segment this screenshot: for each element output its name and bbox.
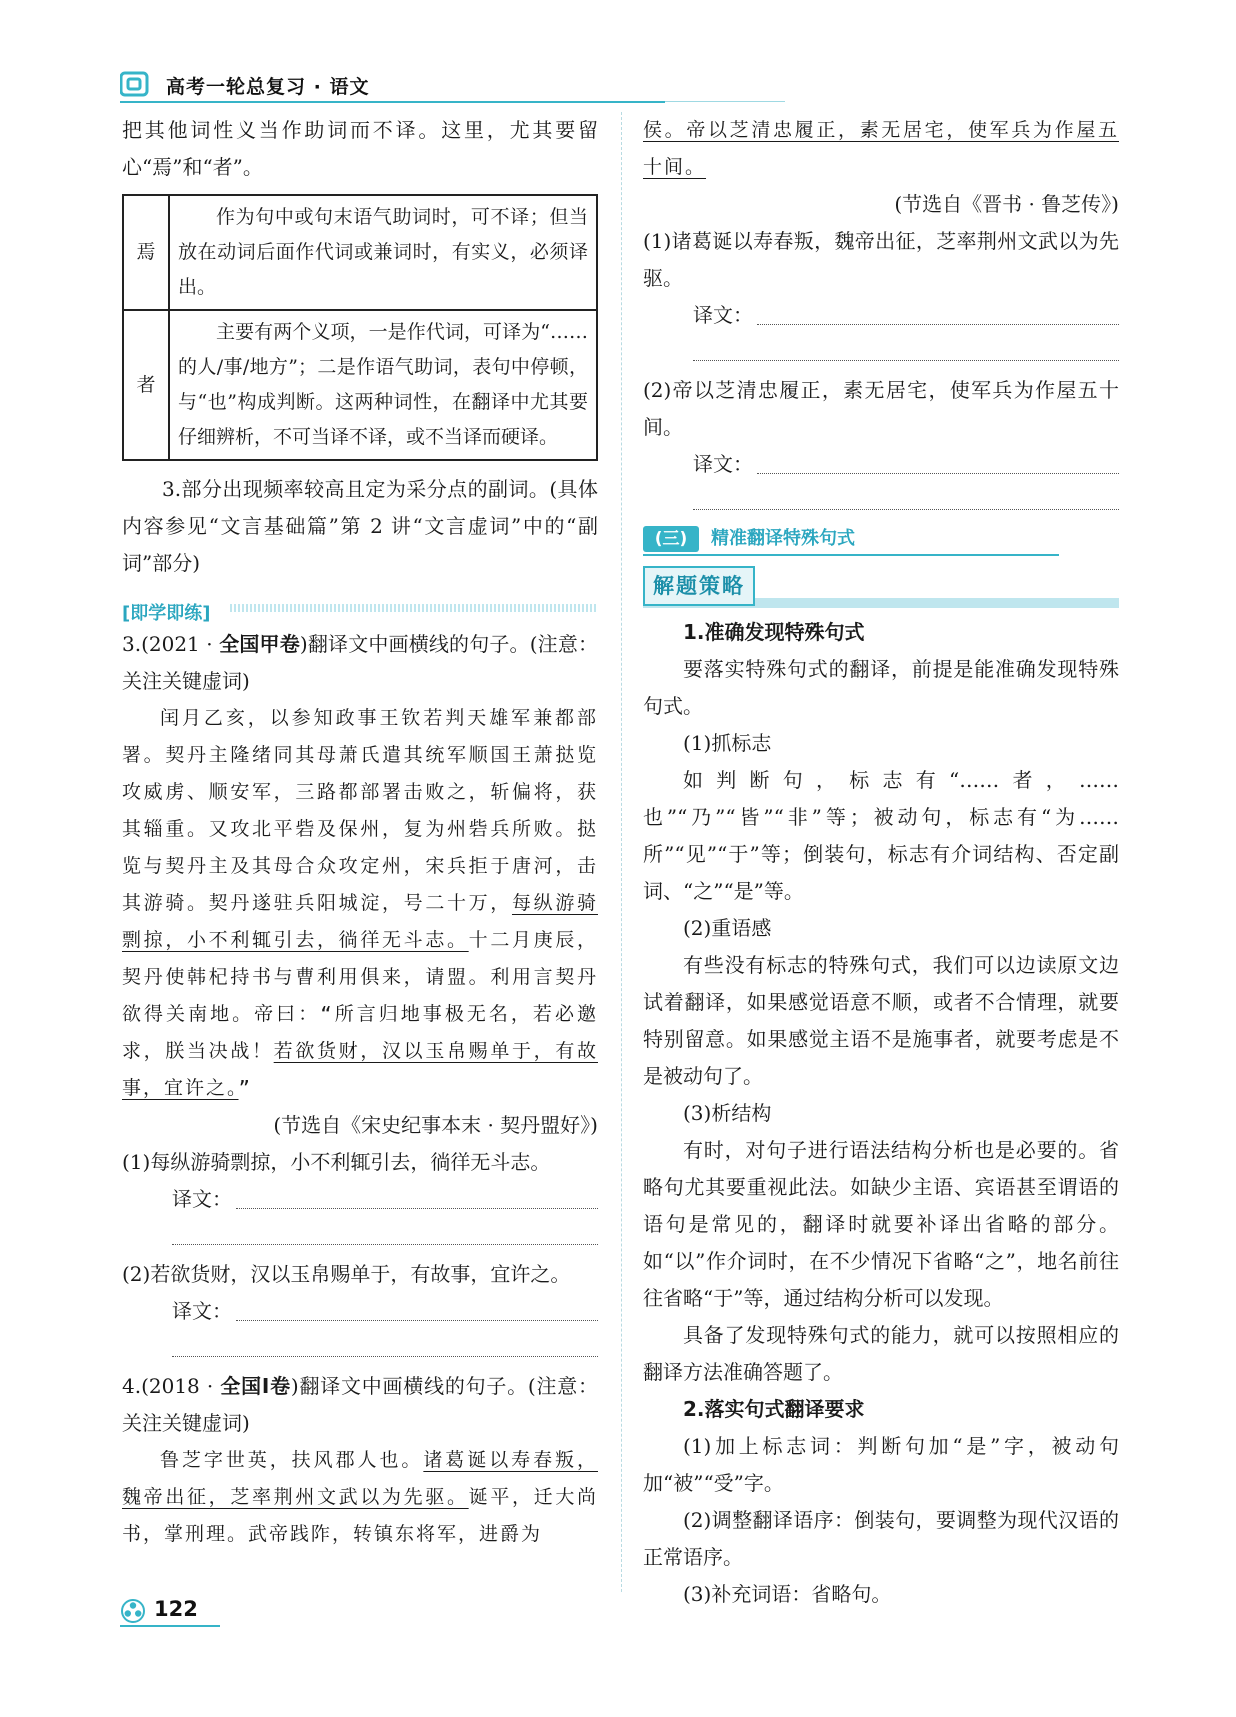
table-text: 作为句中或句末语气助词时，可不译；但当放在动词后面作代词或兼词时，有实义，必须译出。 xyxy=(169,195,597,310)
q3-answer-line-2b[interactable] xyxy=(172,1330,598,1357)
strategy-paragraph: 要落实特殊句式的翻译，前提是能准确发现特殊句式。 xyxy=(643,657,1119,718)
header-title: 高考一轮总复习 · 语文 xyxy=(166,76,370,98)
table-key: 焉 xyxy=(123,195,169,310)
q4-passage-a: 鲁芝字世英，扶风郡人也。 xyxy=(160,1449,424,1471)
q4-head-pre: 4.(2018 · xyxy=(122,1374,221,1398)
question-3-passage xyxy=(122,700,598,1107)
answer-label: 译文： xyxy=(693,452,753,476)
answer-label: 译文： xyxy=(172,1299,232,1323)
flower-icon xyxy=(120,1598,146,1624)
question-4-passage xyxy=(122,1442,598,1553)
table-row xyxy=(123,310,597,460)
q3-underlined-1: 每纵游骑剽掠，小不利辄引去，徜徉无斗志。 xyxy=(122,892,598,951)
practice-heading xyxy=(122,592,598,622)
q3-passage-b: 十二月庚辰，契丹使韩杞持书与曹利用俱来，请盟。利用言契丹欲得关南地。帝曰：“所言归地事极无名，若必邀求，朕当决战！ xyxy=(122,929,598,1062)
answer-dots xyxy=(236,1319,598,1321)
q3-underlined-2: 若欲货财，汉以玉帛赐单于，有故事，宜许之。 xyxy=(122,1040,598,1099)
q4-underlined-2: 侯。帝以芝清忠履正，素无居宅，使军兵为作屋五十间。 xyxy=(643,119,1119,178)
intro-text: 把其他词性义当作助词而不译。这里，尤其要留心“焉”和“者”。 xyxy=(122,118,598,179)
section-number: (三) xyxy=(643,526,699,552)
section-title: 精准翻译特殊句式 xyxy=(711,528,855,549)
answer-dots xyxy=(757,323,1119,325)
q3-item-1: (1)每纵游骑剽掠，小不利辄引去，徜徉无斗志。 xyxy=(122,1150,551,1174)
q3-passage-c: ” xyxy=(238,1077,252,1099)
q4-item-2: (2)帝以芝清忠履正，素无居宅，使军兵为作屋五十间。 xyxy=(643,378,1119,439)
practice-heading-rule xyxy=(230,604,598,612)
q3-answer-line-1[interactable] xyxy=(122,1181,598,1218)
strategy-subheading: (3)析结构 xyxy=(683,1101,772,1125)
column-divider xyxy=(621,112,622,1592)
strategy-paragraph: 具备了发现特殊句式的能力，就可以按照相应的翻译方法准确答题了。 xyxy=(643,1323,1119,1384)
answer-dots xyxy=(757,472,1119,474)
footer-rule xyxy=(120,1625,220,1627)
q4-source: (节选自《晋书 · 鲁芝传》) xyxy=(894,192,1119,216)
q4-underlined-1: 诸葛诞以寿春叛，魏帝出征，芝率荆州文武以为先驱。 xyxy=(122,1449,598,1508)
page-number: 122 xyxy=(154,1597,198,1621)
requirement-item: (2)调整翻译语序：倒装句，要调整为现代汉语的正常语序。 xyxy=(643,1508,1119,1569)
strategy-subheading: (2)重语感 xyxy=(683,916,772,940)
strategy-label: 解题策略 xyxy=(643,566,755,606)
answer-dots xyxy=(236,1207,598,1209)
right-column xyxy=(643,112,1119,1613)
strategy-paragraph: 有时，对句子进行语法结构分析也是必要的。省略句尤其要重视此法。如缺少主语、宾语甚至谓语的语句是常见的，翻译时就要补译出省略的部分。如“以”作介词时，在不少情况下省略“之”，地名前往往省略“于”等，通过结构分析可以发现。 xyxy=(643,1138,1119,1310)
q4-head-post: )翻译文中画横线的句子。(注意：关注关键虚词) xyxy=(122,1374,598,1435)
q3-source: (节选自《宋史纪事本末 · 契丹盟好》) xyxy=(273,1113,598,1137)
strategy-heading-2: 2.落实句式翻译要求 xyxy=(683,1397,865,1421)
q4-answer-line-2b[interactable] xyxy=(693,483,1119,510)
strategy-paragraph: 如判断句，标志有“……者，……也”“乃”“皆”“非”等；被动句，标志有“为……所”“见”“于”等；倒装句，标志有介词结构、否定副词、“之”“是”等。 xyxy=(643,768,1119,903)
question-3-heading xyxy=(122,626,598,700)
table-text: 主要有两个义项，一是作代词，可译为“……的人/事/地方”；二是作语气助词，表句中停顿，与“也”构成判断。这两种词性，在翻译中尤其要仔细辨析，不可当译不译，或不当译而硬译。 xyxy=(169,310,597,460)
q4-answer-line-1[interactable] xyxy=(643,297,1119,334)
strategy-heading xyxy=(643,564,1119,608)
q4-passage-b: 诞平，迁大尚书，掌刑理。武帝践阼，转镇东将军，进爵为 xyxy=(122,1486,598,1545)
answer-label: 译文： xyxy=(693,303,753,327)
page-footer xyxy=(120,1596,220,1626)
requirement-item: (1)加上标志词：判断句加“是”字，被动句加“被”“受”字。 xyxy=(643,1434,1119,1495)
header-rule-extension xyxy=(665,101,785,102)
strategy-heading-1: 1.准确发现特殊句式 xyxy=(683,620,865,644)
definition-table xyxy=(122,194,598,461)
table-row xyxy=(123,195,597,310)
strategy-subheading: (1)抓标志 xyxy=(683,731,772,755)
header-rule xyxy=(120,101,665,103)
q4-answer-line-1b[interactable] xyxy=(693,334,1119,361)
q4-source-exam: 全国Ⅰ卷 xyxy=(220,1374,291,1398)
section-rule xyxy=(643,554,1059,556)
q4-item-1: (1)诸葛诞以寿春叛，魏帝出征，芝率荆州文武以为先驱。 xyxy=(643,229,1119,290)
strategy-paragraph: 有些没有标志的特殊句式，我们可以边读原文边试着翻译，如果感觉语意不顺，或者不合情理，就要特别留意。如果感觉主语不是施事者，就要考虑是不是被动句了。 xyxy=(643,953,1119,1088)
q3-head-post: )翻译文中画横线的句子。(注意：关注关键虚词) xyxy=(122,632,599,693)
practice-label: [即学即练] xyxy=(122,603,211,624)
q3-source-exam: 全国甲卷 xyxy=(219,632,300,656)
requirement-item: (3)补充词语：省略句。 xyxy=(683,1582,892,1606)
q4-passage-continued xyxy=(643,112,1119,186)
q3-passage-a: 闰月乙亥，以参知政事王钦若判天雄军兼都部署。契丹主隆绪同其母萧氏遣其统军顺国王萧挞览攻威虏、顺安军，三路都部署击败之，斩偏将，获其辎重。又攻北平砦及保州，复为州砦兵所败。挞览与契丹主及其母合众攻定州，宋兵拒于唐河，击其游骑。契丹遂驻兵阳城淀，号二十万， xyxy=(122,707,598,914)
q3-answer-line-1b[interactable] xyxy=(172,1218,598,1245)
book-logo-icon xyxy=(120,70,150,98)
question-4-heading xyxy=(122,1368,598,1442)
q3-item-2: (2)若欲货财，汉以玉帛赐单于，有故事，宜许之。 xyxy=(122,1262,571,1286)
page-header xyxy=(120,68,665,102)
point-3: 3.部分出现频率较高且定为采分点的副词。(具体内容参见“文言基础篇”第 2 讲“文言虚词”中的“副词”部分) xyxy=(122,477,598,575)
answer-label: 译文： xyxy=(172,1187,232,1211)
left-column xyxy=(122,112,598,1553)
section-heading xyxy=(643,524,1119,556)
q3-head-pre: 3.(2021 · xyxy=(122,632,220,656)
q4-answer-line-2[interactable] xyxy=(643,446,1119,483)
q3-answer-line-2[interactable] xyxy=(122,1293,598,1330)
table-key: 者 xyxy=(123,310,169,460)
